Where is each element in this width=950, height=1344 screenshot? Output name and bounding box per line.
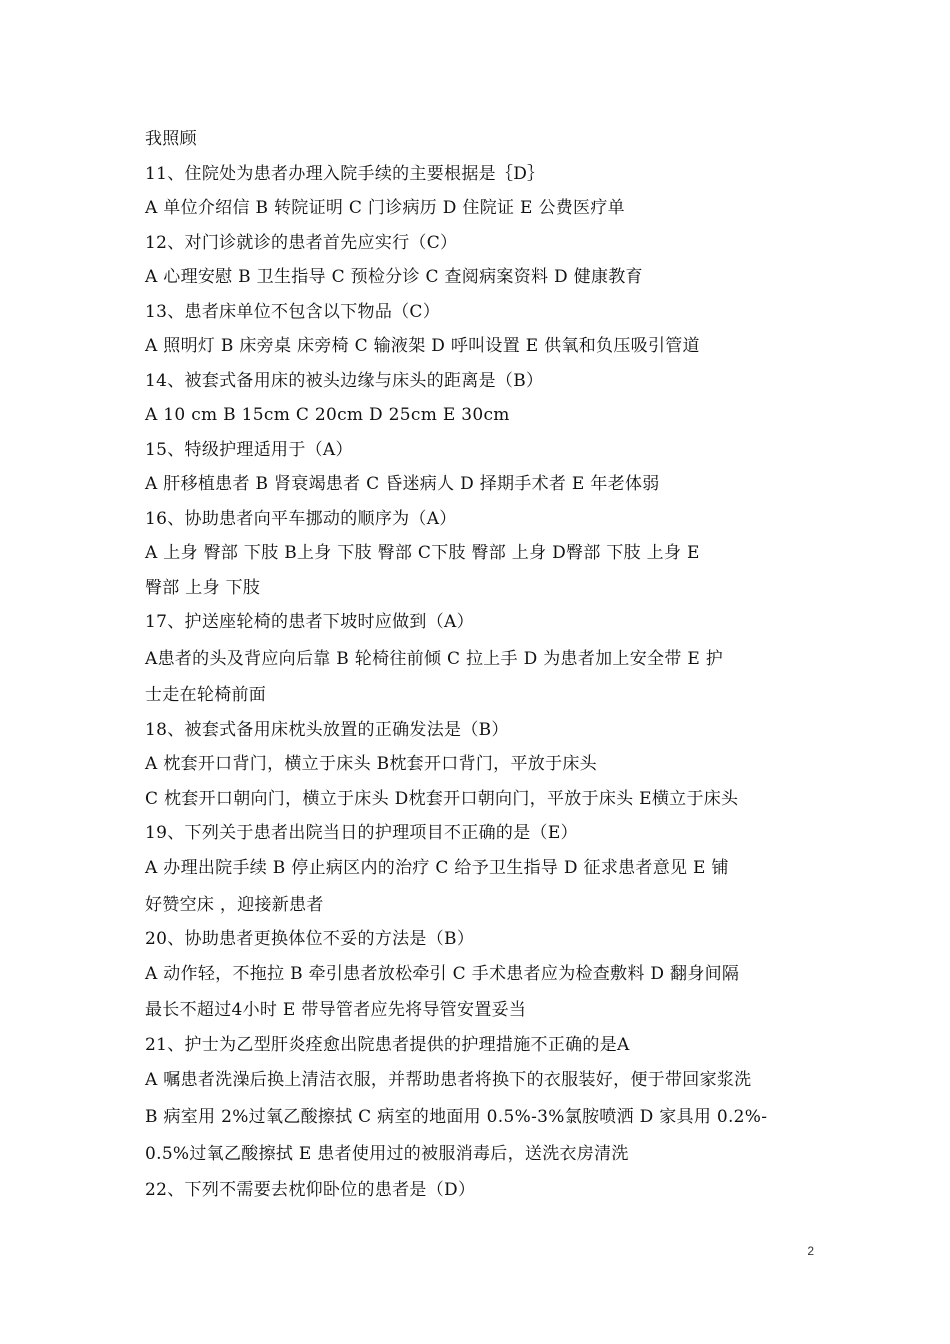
question-20: 20、协助患者更换体位不妥的方法是（B） xyxy=(145,929,475,949)
text-line: 我照顾 xyxy=(145,129,197,149)
question-16-options: A 上身 臀部 下肢 B上身 下肢 臀部 C下肢 臀部 上身 D臀部 下肢 上身 E xyxy=(145,543,700,563)
question-15: 15、特级护理适用于（A） xyxy=(145,440,353,460)
question-14: 14、被套式备用床的被头边缘与床头的距离是（B） xyxy=(145,371,544,391)
question-11-options: A 单位介绍信 B 转院证明 C 门诊病历 D 住院证 E 公费医疗单 xyxy=(145,198,625,218)
question-16: 16、协助患者向平车挪动的顺序为（A） xyxy=(145,509,457,529)
question-16-options-cont: 臀部 上身 下肢 xyxy=(145,578,261,598)
question-17: 17、护送座轮椅的患者下坡时应做到（A） xyxy=(145,612,474,632)
question-17-options: A患者的头及背应向后靠 B 轮椅往前倾 C 拉上手 D 为患者加上安全带 E 护 xyxy=(145,649,724,669)
question-20-options: A 动作轻，不拖拉 B 牵引患者放松牵引 C 手术患者应为检查敷料 D 翻身间隔 xyxy=(145,964,740,984)
question-21-options-cont: B 病室用 2%过氧乙酸擦拭 C 病室的地面用 0.5%-3%氯胺喷洒 D 家具用 0.2%- xyxy=(145,1107,768,1127)
question-22: 22、下列不需要去枕仰卧位的患者是（D） xyxy=(145,1180,476,1200)
question-19-options: A 办理出院手续 B 停止病区内的治疗 C 给予卫生指导 D 征求患者意见 E 铺 xyxy=(145,858,729,878)
question-21-options: A 嘱患者洗澡后换上清洁衣服，并帮助患者将换下的衣服装好，便于带回家浆洗 xyxy=(145,1070,752,1090)
question-18-options: A 枕套开口背门，横立于床头 B枕套开口背门，平放于床头 xyxy=(145,754,597,774)
question-18-options-cont: C 枕套开口朝向门，横立于床头 D枕套开口朝向门，平放于床头 E横立于床头 xyxy=(145,789,739,809)
question-21-options-cont-2: 0.5%过氧乙酸擦拭 E 患者使用过的被服消毒后，送洗衣房清洗 xyxy=(145,1144,629,1164)
page-number: 2 xyxy=(807,1244,814,1258)
question-14-options: A 10 cm B 15cm C 20cm D 25cm E 30cm xyxy=(145,405,510,425)
question-20-options-cont: 最长不超过4小时 E 带导管者应先将导管安置妥当 xyxy=(145,1000,527,1020)
question-19: 19、下列关于患者出院当日的护理项目不正确的是（E） xyxy=(145,823,578,843)
question-18: 18、被套式备用床枕头放置的正确发法是（B） xyxy=(145,720,509,740)
question-13: 13、患者床单位不包含以下物品（C） xyxy=(145,302,441,322)
question-19-options-cont: 好赞空床 ，迎接新患者 xyxy=(145,895,324,915)
question-15-options: A 肝移植患者 B 肾衰竭患者 C 昏迷病人 D 择期手术者 E 年老体弱 xyxy=(145,474,660,494)
question-13-options: A 照明灯 B 床旁桌 床旁椅 C 输液架 D 呼叫设置 E 供氧和负压吸引管道 xyxy=(145,336,700,356)
question-12-options: A 心理安慰 B 卫生指导 C 预检分诊 C 查阅病案资料 D 健康教育 xyxy=(145,267,643,287)
question-17-options-cont: 士走在轮椅前面 xyxy=(145,685,267,705)
question-11: 11、住院处为患者办理入院手续的主要根据是｛D｝ xyxy=(145,164,545,184)
question-21: 21、护士为乙型肝炎痊愈出院患者提供的护理措施不正确的是A xyxy=(145,1035,630,1055)
question-12: 12、对门诊就诊的患者首先应实行（C） xyxy=(145,233,458,253)
